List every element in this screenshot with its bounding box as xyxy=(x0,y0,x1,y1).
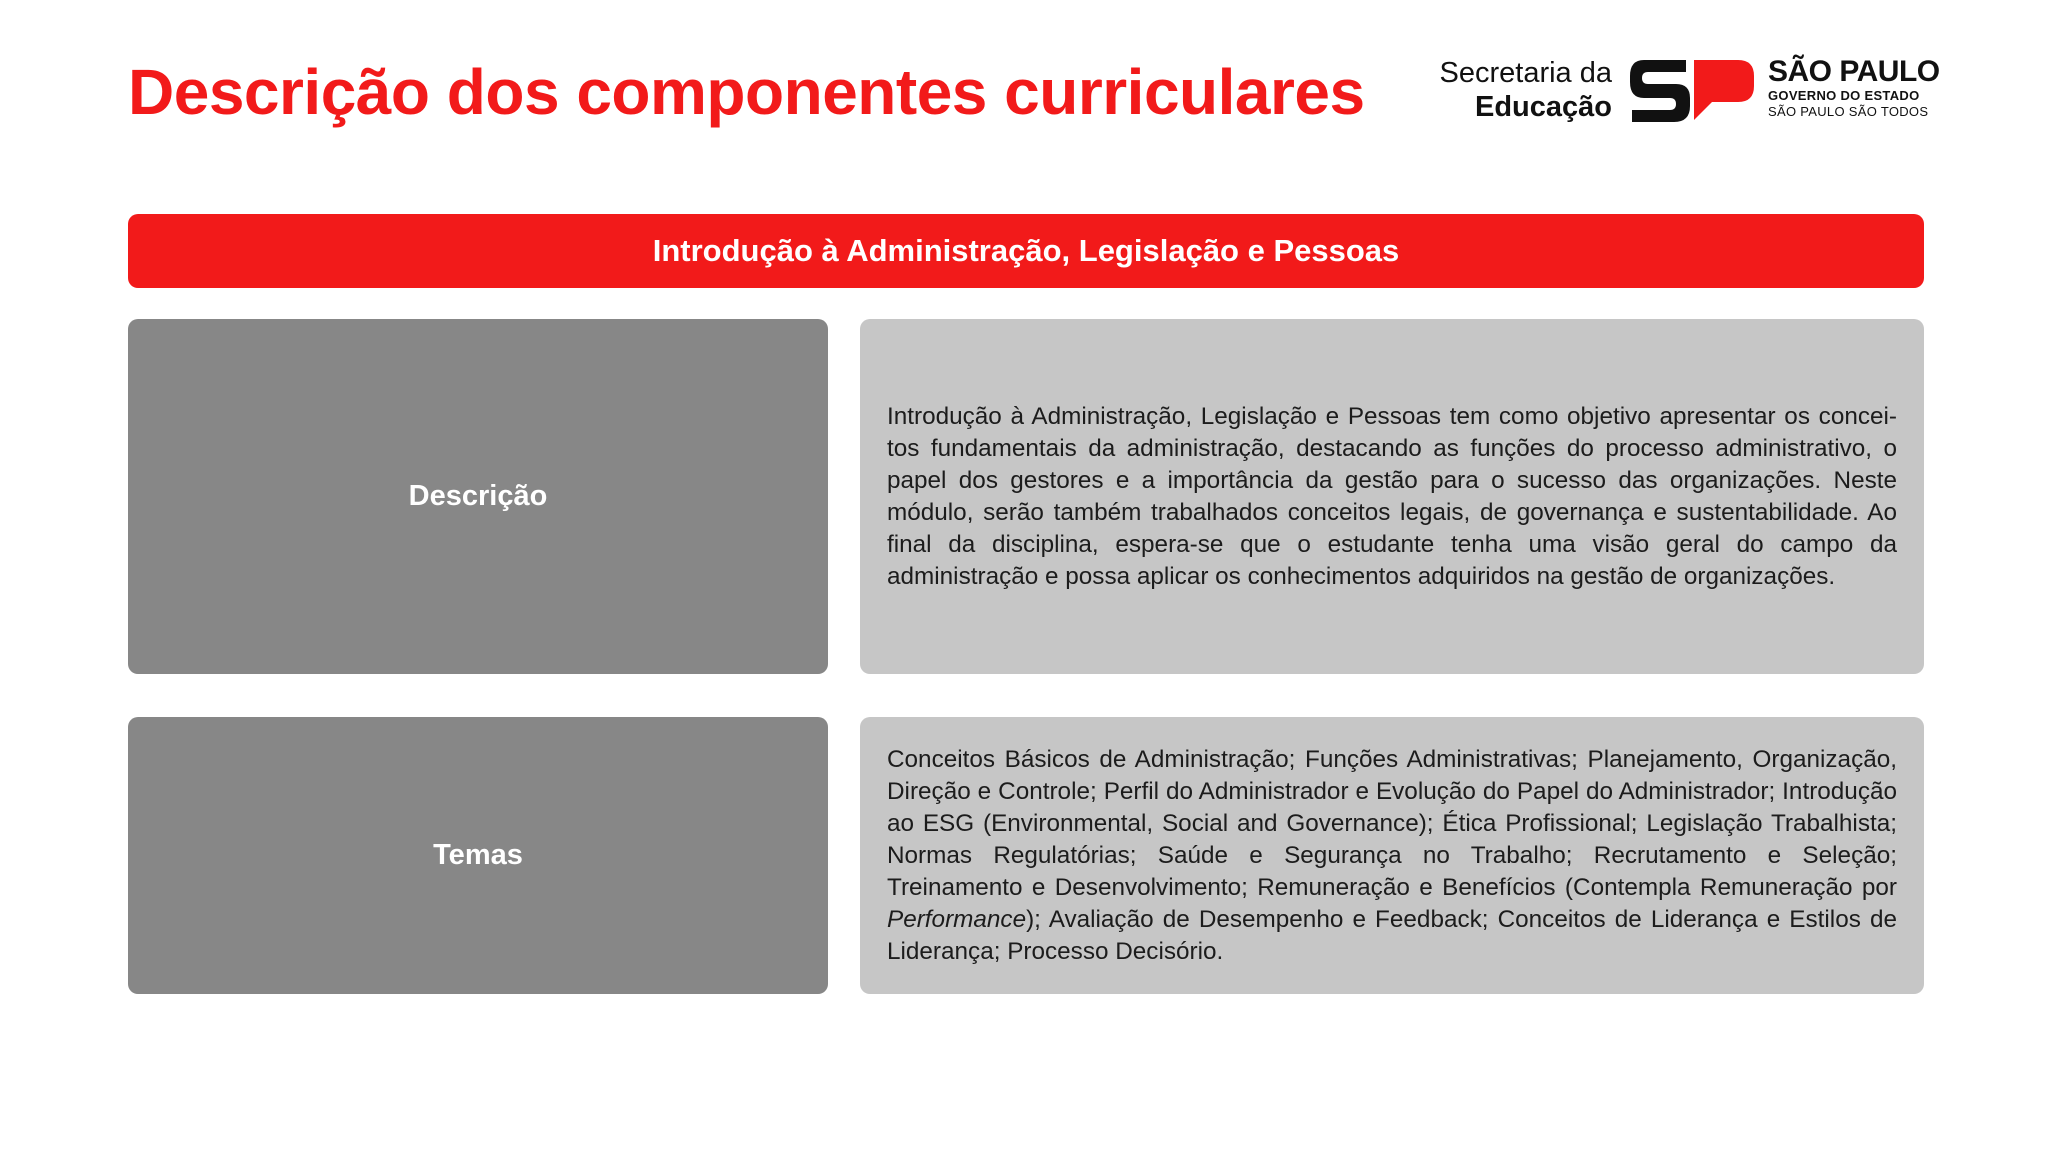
logo-government: GOVERNO DO ESTADO xyxy=(1768,88,1920,103)
temas-text-italic: Performance xyxy=(887,905,1027,933)
temas-label-box xyxy=(128,717,828,994)
sp-logo-mark-icon xyxy=(1628,60,1756,122)
descricao-label-box xyxy=(128,319,828,674)
logo-state-name: SÃO PAULO xyxy=(1768,55,1940,88)
descricao-label: Descrição xyxy=(408,480,548,512)
temas-content-box xyxy=(860,717,1924,994)
temas-text xyxy=(887,744,1897,968)
secretaria-educacao-logo xyxy=(1432,55,1940,126)
logo-secretaria-text xyxy=(1432,56,1612,124)
descricao-text: Introdução à Administração, Legislação e Pessoas tem como objetivo apresentar os conceitos fundamentais da administração, destacando as funções do processo administrativo, o papel dos gestores e a importância da gestão para o sucesso das organizações. Neste módulo, serão também trabalhados conceitos legais, de governança e sustentabilidade. Ao final da disciplina, espera-se que o estudante tenha uma visão geral do campo da administração e possa aplicar os conhecimentos adquiridos na gestão de organizações. xyxy=(887,402,1897,590)
logo-sp-text xyxy=(1768,56,1968,120)
logo-motto: SÃO PAULO SÃO TODOS xyxy=(1768,104,1929,119)
logo-secretaria-line2: Educação xyxy=(1475,91,1612,123)
temas-label: Temas xyxy=(433,839,523,871)
descricao-content-box xyxy=(860,319,1924,674)
page-title: Descrição dos componentes curriculares xyxy=(128,56,1365,128)
temas-text-part1: Conceitos Básicos de Administração; Funções Administrativas; Planejamento, Organização, Direção e Controle; Perfil do Administrador e Evolução do Papel do Administrador; Introdução ao ESG (Environmental, Social and Governance); Ética Profissional; Legislação Trabalhista; Normas Regulatórias; Saúde e Segurança no Trabalho; Recrutamento e Seleção; Treinamento e Desenvolvimento; Remuneração e Benefícios (Contempla Remuneração por xyxy=(887,745,1897,901)
logo-secretaria-line1: Secretaria da xyxy=(1439,57,1612,89)
course-title-bar xyxy=(128,214,1924,288)
temas-text-part2: ); Avaliação de Desempenho e Feedback; Conceitos de Liderança e Estilos de Liderança; Processo Decisório. xyxy=(887,905,1897,965)
course-title: Introdução à Administração, Legislação e Pessoas xyxy=(652,233,1400,268)
